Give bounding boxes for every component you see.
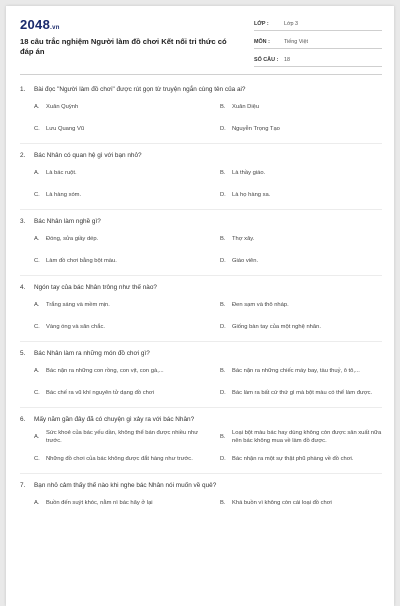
question-separator xyxy=(20,209,382,210)
answer-option[interactable] xyxy=(220,294,392,316)
info-value: Lớp 3 xyxy=(284,20,299,27)
option-text: Sức khoẻ của bác yếu dần, không thể bán được nhiều như trước. xyxy=(46,430,199,444)
answer-option[interactable] xyxy=(34,228,206,250)
question-item xyxy=(20,150,382,210)
question-item xyxy=(20,348,382,408)
info-value: Tiếng Việt xyxy=(284,38,308,45)
option-text: Thợ xây. xyxy=(232,236,255,242)
option-text: Là hàng xóm. xyxy=(46,192,82,198)
option-text: Bác nhận ra một sự thật phũ phàng về đồ chơi. xyxy=(232,456,354,462)
question-number: 7. xyxy=(20,482,26,489)
option-letter: C. xyxy=(34,456,40,462)
info-row-subject xyxy=(254,35,382,49)
answer-option[interactable] xyxy=(34,360,206,382)
answer-option[interactable] xyxy=(34,118,206,140)
info-label: LỚP : xyxy=(254,20,269,27)
answer-option[interactable] xyxy=(34,382,206,404)
option-letter: D. xyxy=(220,126,226,132)
option-letter: C. xyxy=(34,192,40,198)
question-text xyxy=(20,150,382,162)
answer-option[interactable] xyxy=(34,426,206,448)
option-text: Đen sạm và thô nháp. xyxy=(232,302,289,308)
answer-options xyxy=(20,492,382,514)
info-row-count xyxy=(254,53,382,67)
question-number: 5. xyxy=(20,350,26,357)
option-text: Xuân Quỳnh xyxy=(46,104,79,110)
question-prompt: Bác Nhân làm nghề gì? xyxy=(34,218,101,225)
answer-options xyxy=(20,162,382,206)
answer-option[interactable] xyxy=(220,228,392,250)
question-separator xyxy=(20,407,382,408)
option-text: Làm đồ chơi bằng bột màu. xyxy=(46,258,117,264)
option-letter: A. xyxy=(34,500,40,506)
answer-options xyxy=(20,426,382,470)
option-text: Là họ hàng xa. xyxy=(232,192,271,198)
answer-option[interactable] xyxy=(34,162,206,184)
question-text xyxy=(20,348,382,360)
option-letter: C. xyxy=(34,324,40,330)
option-text: Giống bàn tay của một nghệ nhân. xyxy=(232,324,321,330)
answer-option[interactable] xyxy=(34,250,206,272)
question-separator xyxy=(20,143,382,144)
question-prompt: Bác Nhân có quan hệ gì với bạn nhỏ? xyxy=(34,152,142,159)
option-letter: D. xyxy=(220,192,226,198)
option-text: Xuân Diệu xyxy=(232,104,260,110)
option-text: Bác làm ra bất cứ thứ gì mà bột màu có thể làm được. xyxy=(232,390,373,396)
question-number: 6. xyxy=(20,416,26,423)
option-letter: D. xyxy=(220,324,226,330)
question-item xyxy=(20,84,382,144)
question-prompt: Ngón tay của bác Nhân trông như thế nào? xyxy=(34,284,157,291)
option-letter: A. xyxy=(34,104,40,110)
option-text: Những đồ chơi của bác không được đắt hàng như trước. xyxy=(46,456,193,462)
option-letter: C. xyxy=(34,126,40,132)
answer-option[interactable] xyxy=(34,96,206,118)
option-letter: B. xyxy=(220,368,226,374)
answer-option[interactable] xyxy=(220,492,392,514)
header-divider xyxy=(20,74,382,75)
document-header xyxy=(6,6,394,68)
option-letter: B. xyxy=(220,434,226,440)
option-letter: B. xyxy=(220,500,226,506)
answer-option[interactable] xyxy=(220,250,392,272)
answer-options xyxy=(20,294,382,338)
info-label: MÔN : xyxy=(254,38,270,45)
question-text xyxy=(20,282,382,294)
option-text: Đóng, sửa giầy dép. xyxy=(46,236,99,242)
answer-option[interactable] xyxy=(220,184,392,206)
option-letter: A. xyxy=(34,434,40,440)
option-text: Bác nặn ra những con rồng, con vịt, con gà,... xyxy=(46,368,164,374)
question-separator xyxy=(20,275,382,276)
option-text: Là thầy giáo. xyxy=(232,170,266,176)
option-letter: C. xyxy=(34,258,40,264)
question-item xyxy=(20,480,382,514)
answer-option[interactable] xyxy=(34,294,206,316)
info-panel xyxy=(254,17,382,71)
question-item xyxy=(20,414,382,474)
answer-option[interactable] xyxy=(220,382,392,404)
option-letter: B. xyxy=(220,236,226,242)
info-value: 18 xyxy=(284,56,290,63)
option-text: Nguyễn Trọng Tạo xyxy=(232,126,280,132)
answer-option[interactable] xyxy=(34,184,206,206)
info-label: SỐ CÂU : xyxy=(254,56,279,63)
option-letter: A. xyxy=(34,302,40,308)
question-prompt: Bạn nhỏ cảm thấy thế nào khi nghe bác Nhân nói muốn về quê? xyxy=(34,482,217,489)
question-separator xyxy=(20,473,382,474)
option-letter: A. xyxy=(34,236,40,242)
question-list xyxy=(20,84,382,514)
question-number: 4. xyxy=(20,284,26,291)
option-letter: D. xyxy=(220,456,226,462)
site-logo[interactable] xyxy=(20,17,60,32)
answer-option[interactable] xyxy=(220,426,392,448)
question-number: 2. xyxy=(20,152,26,159)
logo-suffix: .vn xyxy=(50,25,60,31)
question-prompt: Bài đọc "Người làm đồ chơi" được rút gọn từ truyện ngắn cùng tên của ai? xyxy=(34,86,246,93)
answer-option[interactable] xyxy=(220,162,392,184)
option-letter: B. xyxy=(220,104,226,110)
question-number: 1. xyxy=(20,86,26,93)
option-text: Lưu Quang Vũ xyxy=(46,126,85,132)
option-text: Giáo viên. xyxy=(232,258,259,264)
option-letter: B. xyxy=(220,170,226,176)
info-row-class xyxy=(254,17,382,31)
answer-options xyxy=(20,96,382,140)
answer-option[interactable] xyxy=(220,316,392,338)
option-text: Buồn đến suýt khóc, nằm nì bác hãy ở lại xyxy=(46,500,153,506)
answer-option[interactable] xyxy=(220,448,392,470)
option-text: Loại bột màu bác hay dùng không còn được sản xuất nữa nên bác không mua về làm đồ được. xyxy=(232,430,382,444)
option-text: Vàng óng và săn chắc. xyxy=(46,324,105,330)
question-text xyxy=(20,480,382,492)
question-text xyxy=(20,414,382,426)
option-letter: A. xyxy=(34,170,40,176)
answer-options xyxy=(20,228,382,272)
question-item xyxy=(20,282,382,342)
option-letter: A. xyxy=(34,368,40,374)
logo-text: 2048 xyxy=(20,17,51,32)
answer-option[interactable] xyxy=(220,360,392,382)
option-text: Khá buồn vì không còn cái loại đồ chơi xyxy=(232,500,332,506)
question-text xyxy=(20,84,382,96)
option-text: Là bác ruột. xyxy=(46,170,77,176)
answer-option[interactable] xyxy=(34,316,206,338)
question-item xyxy=(20,216,382,276)
option-letter: D. xyxy=(220,258,226,264)
document-page xyxy=(6,6,394,606)
option-text: Bác nặn ra những chiếc máy bay, tàu thuỷ, ô tô,... xyxy=(232,368,360,374)
question-prompt: Bác Nhân làm ra những món đồ chơi gì? xyxy=(34,350,150,357)
question-prompt: Mấy năm gần đây đã có chuyện gì xảy ra với bác Nhân? xyxy=(34,416,195,423)
answer-option[interactable] xyxy=(34,448,206,470)
question-text xyxy=(20,216,382,228)
question-separator xyxy=(20,341,382,342)
question-number: 3. xyxy=(20,218,26,225)
answer-option[interactable] xyxy=(220,96,392,118)
answer-option[interactable] xyxy=(34,492,206,514)
option-text: Bác chế ra vũ khí nguyên tử dạng đồ chơi xyxy=(46,390,154,396)
option-letter: B. xyxy=(220,302,226,308)
option-letter: C. xyxy=(34,390,40,396)
answer-options xyxy=(20,360,382,404)
option-letter: D. xyxy=(220,390,226,396)
option-text: Trắng sáng và mềm mịn. xyxy=(46,302,110,308)
document-title: 18 câu trắc nghiệm Người làm đồ chơi Kết nối tri thức có đáp án xyxy=(20,37,227,56)
answer-option[interactable] xyxy=(220,118,392,140)
